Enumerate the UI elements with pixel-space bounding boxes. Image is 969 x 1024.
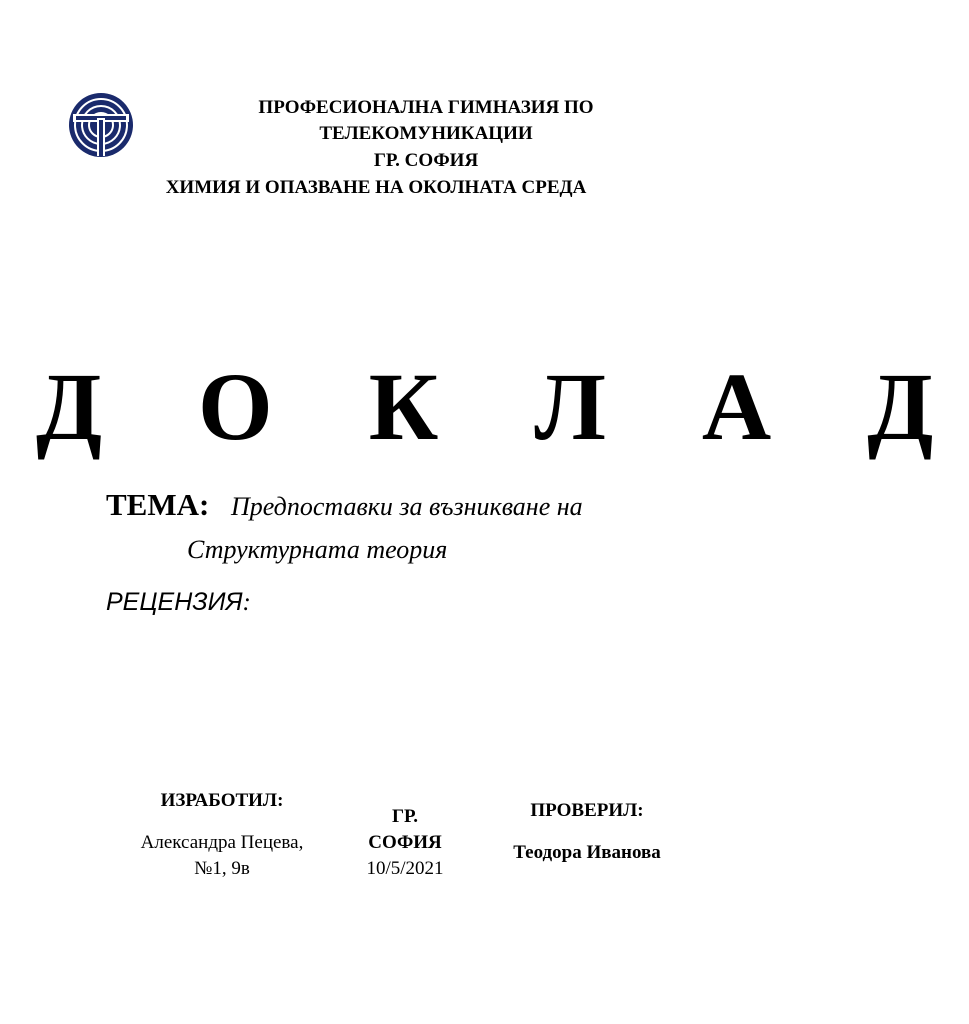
checker-block bbox=[513, 798, 661, 866]
header-line-school: ПРОФЕСИОНАЛНА ГИМНАЗИЯ ПО bbox=[258, 97, 594, 118]
review-colon: : bbox=[242, 589, 251, 616]
place-line-1: ГР. bbox=[391, 806, 419, 827]
checker-name: Теодора Иванова bbox=[513, 842, 661, 863]
place-date-block bbox=[366, 804, 443, 882]
author-heading: ИЗРАБОТИЛ: bbox=[160, 790, 284, 811]
document-title: Д О К Л А Д bbox=[36, 353, 969, 460]
review-label: РЕЦЕНЗИЯ bbox=[106, 588, 243, 616]
header-line-subject: ХИМИЯ И ОПАЗВАНЕ НА ОКОЛНАТА СРЕДА bbox=[165, 177, 587, 198]
author-block bbox=[141, 788, 304, 882]
author-class: №1, 9в bbox=[194, 858, 250, 879]
topic-text-line-2: Структурната теория bbox=[187, 535, 448, 564]
author-name: Александра Пецева, bbox=[140, 832, 304, 853]
header-line-city: ГР. СОФИЯ bbox=[373, 150, 479, 171]
review-label-row bbox=[106, 586, 251, 619]
school-emblem-icon bbox=[68, 92, 134, 158]
header-line-telecom: ТЕЛЕКОМУНИКАЦИИ bbox=[319, 123, 533, 144]
checker-heading: ПРОВЕРИЛ: bbox=[530, 800, 644, 821]
place-line-2: СОФИЯ bbox=[368, 832, 442, 853]
topic-text-line-1: Предпоставки за възникване на bbox=[231, 492, 583, 521]
document-date: 10/5/2021 bbox=[366, 858, 444, 879]
topic-label: ТЕМА: bbox=[106, 487, 210, 522]
